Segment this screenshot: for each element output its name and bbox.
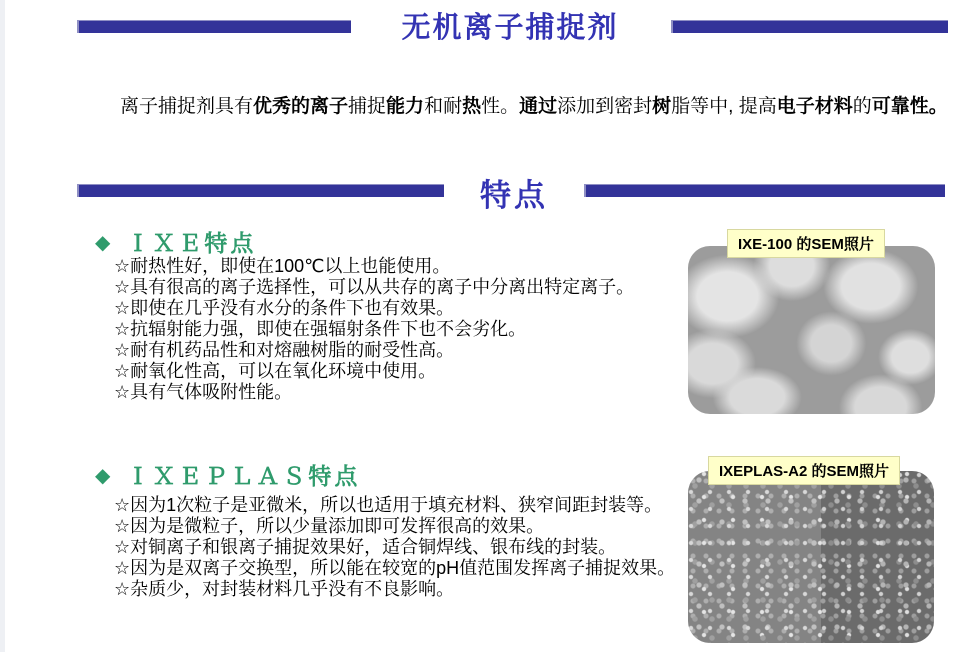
sem-photo-caption: IXE-100 的SEM照片 — [727, 229, 885, 258]
feature-bullet: ☆耐热性好，即使在100℃以上也能使用。 — [114, 256, 451, 276]
feature-bullet-list-ixe — [114, 256, 700, 403]
intro-paragraph — [120, 95, 952, 119]
feature-bullet: ☆因为是微粒子，所以少量添加即可发挥很高的效果。 — [114, 516, 545, 536]
feature-bullet: ☆抗辐射能力强，即使在强辐射条件下也不会劣化。 — [114, 319, 527, 339]
feature-bullet: ☆因为1次粒子是亚微米，所以也适用于填充材料、狭窄间距封装等。 — [114, 495, 663, 515]
diamond-bullet-icon: ◆ — [95, 232, 111, 254]
intro-text-segment: 能力 — [386, 96, 425, 117]
intro-text-segment: 热 — [462, 96, 482, 117]
intro-text-segment: 和耐 — [424, 96, 463, 117]
intro-text-segment: 脂等中, 提高 — [671, 96, 777, 117]
section-rule-left — [77, 184, 444, 197]
feature-bullet-list-ixeplas — [114, 495, 720, 600]
feature-heading-label: ＩＸＥ特点 — [126, 230, 257, 256]
page-left-edge — [0, 0, 5, 652]
feature-bullet: ☆即使在几乎没有水分的条件下也有效果。 — [114, 298, 455, 318]
header-rule-right — [671, 20, 948, 33]
intro-text-segment: 添加到密封 — [557, 96, 653, 117]
sem-photo-caption: IXEPLAS-A2 的SEM照片 — [708, 456, 900, 485]
feature-bullet: ☆具有很高的离子选择性，可以从共存的离子中分离出特定离子。 — [114, 277, 635, 297]
intro-text-segment: 捕捉 — [348, 96, 387, 117]
intro-text-segment: 离子捕捉剂具有 — [120, 96, 254, 117]
section-rule-right — [584, 184, 945, 197]
feature-bullet: ☆对铜离子和银离子捕捉效果好，适合铜焊线、银布线的封装。 — [114, 537, 617, 557]
feature-bullet: ☆耐氧化性高，可以在氧化环境中使用。 — [114, 361, 437, 381]
intro-text-segment: 通过 — [519, 96, 558, 117]
intro-text-segment: 树 — [652, 96, 672, 117]
intro-text-segment: 性。 — [481, 96, 520, 117]
feature-heading-label: ＩＸＥＰＬＡＳ特点 — [126, 463, 361, 489]
feature-heading-ixe — [95, 225, 256, 258]
section-title: 特点 — [480, 178, 548, 213]
sem-photo-ixeplas-a2 — [688, 471, 934, 643]
feature-bullet: ☆具有气体吸附性能。 — [114, 382, 293, 402]
feature-bullet: ☆杂质少，对封装材料几乎没有不良影响。 — [114, 579, 455, 599]
sem-photo-ixe-100 — [688, 246, 935, 414]
intro-text-segment: 电子材料 — [776, 96, 853, 117]
feature-heading-ixeplas — [95, 458, 360, 491]
diamond-bullet-icon: ◆ — [95, 465, 111, 487]
feature-bullet: ☆因为是双离子交换型，所以能在较宽的pH值范围发挥离子捕捉效果。 — [114, 558, 676, 578]
intro-text-segment: 的 — [852, 96, 872, 117]
intro-text-segment: 优秀的离子 — [253, 96, 349, 117]
feature-bullet: ☆耐有机药品性和对熔融树脂的耐受性高。 — [114, 340, 455, 360]
page-title: 无机离子捕捉剂 — [401, 12, 619, 44]
intro-text-segment: 可靠性。 — [871, 96, 948, 117]
sem-photo-light-region — [688, 471, 821, 643]
